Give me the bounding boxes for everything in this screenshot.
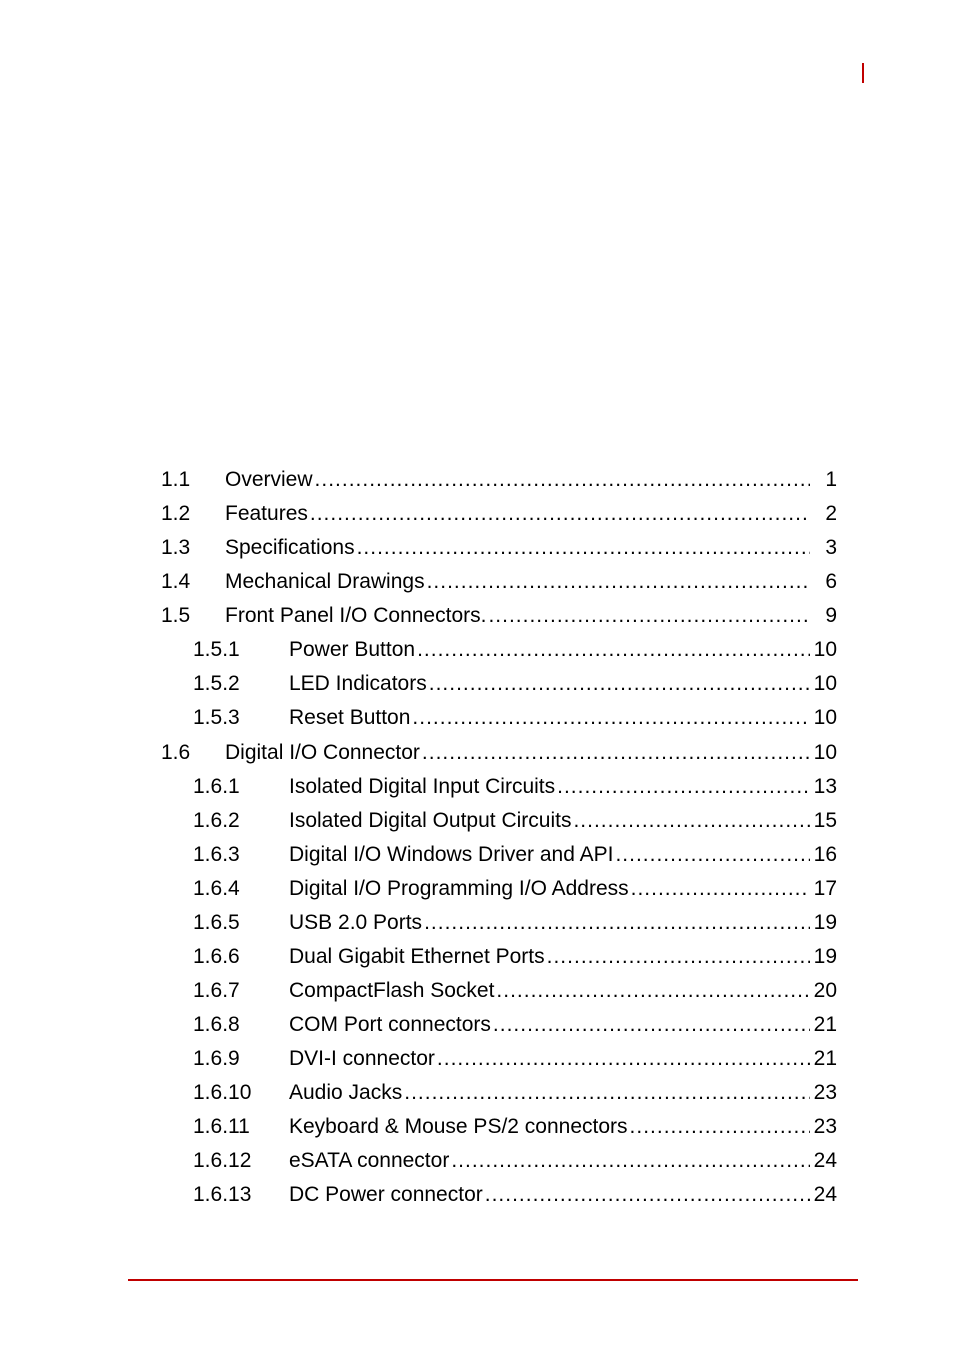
toc-number: 1.6.9	[193, 1047, 240, 1070]
toc-leader	[615, 838, 810, 872]
toc-number: 1.6.12	[193, 1149, 252, 1172]
toc-title: Dual Gigabit Ethernet Ports	[289, 940, 547, 974]
toc-entry-1-2[interactable]	[161, 497, 837, 531]
toc-entry-1-6-13[interactable]	[193, 1178, 837, 1212]
toc-entry-1-5-3[interactable]	[193, 701, 837, 735]
toc-page: 21	[813, 1047, 837, 1070]
toc-leader	[631, 872, 810, 906]
toc-entry-1-5-2[interactable]	[193, 667, 837, 701]
toc-number: 1.6	[161, 741, 191, 764]
toc-title: Isolated Digital Output Circuits	[289, 804, 573, 838]
toc-entry-1-6-12[interactable]	[193, 1144, 837, 1178]
toc-title: COM Port connectors	[289, 1008, 493, 1042]
toc-leader	[547, 940, 810, 974]
toc-page: 10	[813, 638, 837, 661]
toc-page: 21	[813, 1013, 837, 1036]
toc-title: Reset Button	[289, 701, 412, 735]
toc-page: 10	[813, 706, 837, 729]
toc-entry-1-6-7[interactable]	[193, 974, 837, 1008]
toc-entry-1-6-2[interactable]	[193, 804, 837, 838]
footer-rule	[128, 1279, 858, 1281]
toc-entry-1-6[interactable]	[161, 736, 837, 770]
toc-entry-1-6-9[interactable]	[193, 1042, 837, 1076]
toc-title: Digital I/O Programming I/O Address	[289, 872, 631, 906]
toc-number: 1.3	[161, 536, 191, 559]
toc-leader	[488, 599, 810, 633]
toc-title: Audio Jacks	[289, 1076, 404, 1110]
toc-page: 19	[813, 911, 837, 934]
toc-number: 1.1	[161, 468, 191, 491]
toc-leader	[422, 736, 810, 770]
toc-page: 10	[813, 741, 837, 764]
toc-number: 1.6.4	[193, 877, 240, 900]
toc-number: 1.6.10	[193, 1081, 252, 1104]
toc-entry-1-6-6[interactable]	[193, 940, 837, 974]
toc-number: 1.6.13	[193, 1183, 252, 1206]
toc-title: DC Power connector	[289, 1178, 485, 1212]
toc-number: 1.4	[161, 570, 191, 593]
toc-leader	[573, 804, 810, 838]
toc-leader	[404, 1076, 810, 1110]
toc-leader	[315, 463, 810, 497]
toc-page: 23	[813, 1115, 837, 1138]
toc-entry-1-1[interactable]	[161, 463, 837, 497]
toc-page: 15	[813, 809, 837, 832]
toc-number: 1.6.1	[193, 775, 240, 798]
toc-leader	[424, 906, 810, 940]
toc-entry-1-6-4[interactable]	[193, 872, 837, 906]
toc-title: Digital I/O Connector	[225, 736, 422, 770]
toc-number: 1.5.3	[193, 706, 240, 729]
toc-title: Keyboard & Mouse PS/2 connectors	[289, 1110, 630, 1144]
toc-title: LED Indicators	[289, 667, 429, 701]
toc-page: 24	[813, 1149, 837, 1172]
toc-page: 3	[825, 536, 837, 559]
toc-leader	[451, 1144, 810, 1178]
toc-leader	[417, 633, 810, 667]
toc-number: 1.5	[161, 604, 191, 627]
toc-title: USB 2.0 Ports	[289, 906, 424, 940]
toc-title: Features	[225, 497, 310, 531]
toc-number: 1.6.11	[193, 1115, 250, 1138]
toc-leader	[493, 1008, 810, 1042]
toc-title: Specifications	[225, 531, 357, 565]
toc-page: 24	[813, 1183, 837, 1206]
toc-number: 1.6.2	[193, 809, 240, 832]
toc-entry-1-5-1[interactable]	[193, 633, 837, 667]
toc-number: 1.6.5	[193, 911, 240, 934]
toc-number: 1.6.7	[193, 979, 240, 1002]
toc-page: 9	[825, 604, 837, 627]
toc-page: 2	[825, 502, 837, 525]
toc-title: DVI-I connector	[289, 1042, 437, 1076]
toc-number: 1.6.8	[193, 1013, 240, 1036]
toc-title: Isolated Digital Input Circuits	[289, 770, 557, 804]
toc-entry-1-5[interactable]	[161, 599, 837, 633]
toc-page: 6	[825, 570, 837, 593]
toc-number: 1.6.3	[193, 843, 240, 866]
toc-number: 1.6.6	[193, 945, 240, 968]
toc-leader	[357, 531, 810, 565]
toc-entry-1-3[interactable]	[161, 531, 837, 565]
toc-number: 1.5.1	[193, 638, 240, 661]
toc-entry-1-6-3[interactable]	[193, 838, 837, 872]
toc-entry-1-6-5[interactable]	[193, 906, 837, 940]
toc-page: 23	[813, 1081, 837, 1104]
toc-leader	[557, 770, 810, 804]
header-accent-bar	[862, 63, 864, 83]
toc-leader	[437, 1042, 810, 1076]
toc-leader	[630, 1110, 810, 1144]
toc-page: 1	[825, 468, 837, 491]
toc-leader	[310, 497, 810, 531]
toc-page: 17	[813, 877, 837, 900]
toc-title: Front Panel I/O Connectors.	[225, 599, 488, 633]
toc-number: 1.5.2	[193, 672, 240, 695]
toc-page: 19	[813, 945, 837, 968]
toc-entry-1-6-11[interactable]	[193, 1110, 837, 1144]
toc-page: 16	[813, 843, 837, 866]
toc-title: Digital I/O Windows Driver and API	[289, 838, 615, 872]
toc-entry-1-4[interactable]	[161, 565, 837, 599]
toc-title: eSATA connector	[289, 1144, 451, 1178]
toc-title: CompactFlash Socket	[289, 974, 496, 1008]
toc-entry-1-6-1[interactable]	[193, 770, 837, 804]
toc-entry-1-6-10[interactable]	[193, 1076, 837, 1110]
toc-title: Overview	[225, 463, 315, 497]
toc-entry-1-6-8[interactable]	[193, 1008, 837, 1042]
toc-title: Mechanical Drawings	[225, 565, 427, 599]
toc-leader	[485, 1178, 810, 1212]
toc-leader	[427, 565, 810, 599]
toc-page: 20	[813, 979, 837, 1002]
toc-leader	[496, 974, 810, 1008]
toc-leader	[429, 667, 810, 701]
toc-title: Power Button	[289, 633, 417, 667]
toc-leader	[412, 701, 810, 735]
toc-number: 1.2	[161, 502, 191, 525]
toc-page: 13	[813, 775, 837, 798]
toc-page: 10	[813, 672, 837, 695]
